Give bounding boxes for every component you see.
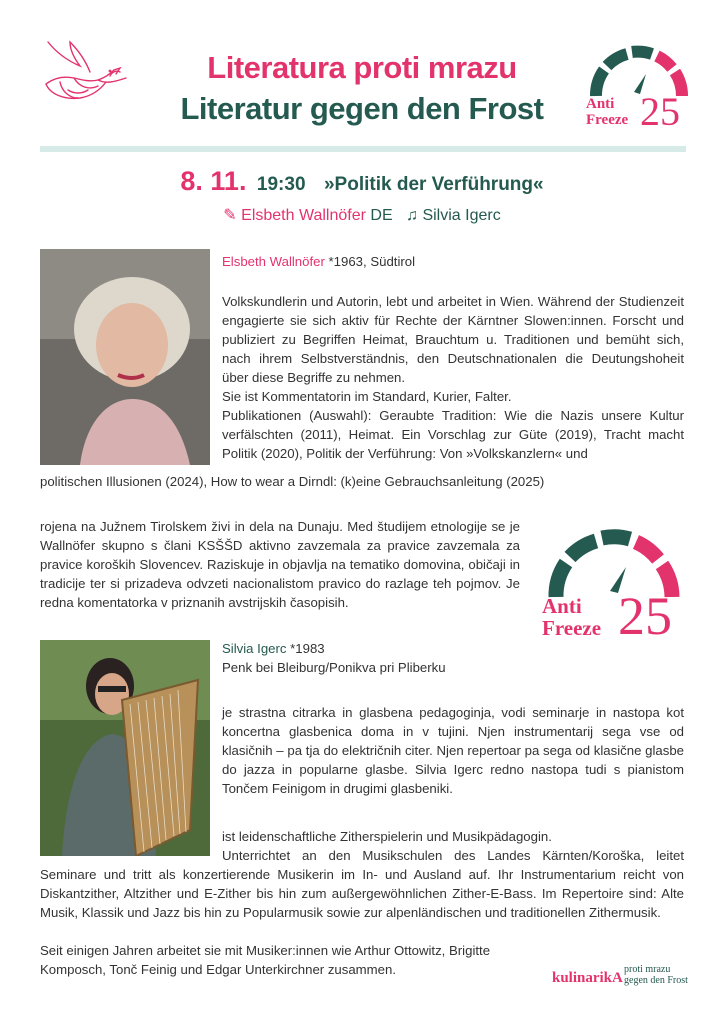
person2-name: Silvia Igerc [222,641,287,656]
person1-bio-de [222,292,684,463]
person1-bio-de-last: politischen Illusionen (2024), How to wear a Dirndl: (k)eine Gebrauchsanleitung (2025) [40,474,545,489]
person1-bio-sl: rojena na Južnem Tirolskem živi in dela na Dunaju. Med študijem etnologije se je Wallnöfer skupno s člani KSŠŠD aktivno zavzemala za pravice zavzemala za pravice koroških Slovencev. Raziskuje in objavlja na tematiko domovina, običaji in tradicije ter si prizadeva odvzeti nacionalistom pravico do razlage teh pojmov. Je redna komentatorka v priznanih avstrijskih časopisih. [40,519,520,610]
bio-de-para: Publikationen (Auswahl): Geraubte Tradition: Wie die Nazis unsere Kultur verfälschten (2011), Heimat. Ein Vorschlag zur Güte (2019), Tracht macht Politik (2020), Politik der Verführung: Von »Volkskanzlern« und [222,408,684,461]
person2-bio-sl: je strastna citrarka in glasbena pedagoginja, vodi seminarje in nastopa kot koncertna glasbenica doma in v tujini. Njen instrumentarij sega vse od klasičnih – pa tja do električnih citer. Njen repertoar pa sega od klasične glasbe do jazza in popularne glasbe. Silvia Igerc redno nastopa tudi s pianistom Tončem Feinigom in drugimi glasbeniki. [222,705,684,796]
credit-music: Silvia Igerc [422,207,501,224]
badge-number: 25 [640,89,680,134]
badge-anti: Anti [542,594,582,618]
badge-freeze: Freeze [586,112,629,128]
footer-brand: kulinarikA [552,970,623,986]
person1-info: *1963, Südtirol [324,254,416,269]
bio-de-para: Sie ist Kommentatorin im Standard, Kurier, Falter. [222,389,512,404]
person2-bio-de-2: Unterrichtet an den Musikschulen des Landes Kärnten/Koroška, leitet Seminare und tritt als konzertierende Musikerin im In- und Ausland auf. Ihr Instrumentarium reicht von Diskantzither, Altzither und E-Zither bis hin zum außergewöhnlichen Zither-E-Bass. Im Repertoire sind: Alte Musik, Klassik und Jazz bis hin zu Popularmusik sowie zur alpenländischen und traditionellen Zithermusik. [40,848,684,920]
title-slovene: Literatura proti mrazu [207,50,517,85]
badge-freeze: Freeze [542,616,602,640]
title-german: Literatur gegen den Frost [180,91,544,126]
pen-icon: ✎ [223,207,237,224]
antifreeze-logo [582,34,692,144]
credit-lang: DE [370,207,393,224]
person2-place: Penk bei Bleiburg/Ponikva pri Pliberku [222,660,446,675]
badge-anti: Anti [586,96,615,112]
credits-line [0,205,724,225]
footer-line1: proti mrazu [624,964,671,975]
event-time: 19:30 [256,174,306,195]
event-line [0,166,724,197]
portrait-igerc [40,640,210,856]
divider [40,146,686,152]
antifreeze-logo-large [538,515,688,655]
badge-number: 25 [618,586,672,646]
footer-logo [552,964,692,994]
event-date: 8. 11. [180,166,247,196]
bio-de-para: Volkskundlerin und Autorin, lebt und arbeitet in Wien. Während der Studienzeit engagierte sie sich aktiv für Rechte der Kärntner Slowen:innen. Forscht und publiziert zu Begriffen Heimat, Brauchtum u. Traditionen und bemüht sich, nach ihrem Selbstverständnis, den Deutschnationalen die Deutungshoheit über diese Begriffe zu nehmen. [222,294,684,385]
event-title: »Politik der Verführung« [323,174,544,195]
person2-info: *1983 [286,641,325,656]
person1-name: Elsbeth Wallnöfer [222,254,325,269]
music-note-icon: ♫ [405,207,418,224]
person2-bio-de-1: ist leidenschaftliche Zitherspielerin und Musikpädagogin. [222,829,552,844]
credit-author: Elsbeth Wallnöfer [241,207,366,224]
person2-bio-de-3: Seit einigen Jahren arbeitet sie mit Musiker:innen wie Arthur Ottowitz, Brigitte Komposch, Tonč Feinig und Edgar Unterkirchner zusammen. [40,943,491,977]
portrait-wallnoefer [40,249,210,465]
footer-line2: gegen den Frost [624,975,688,986]
